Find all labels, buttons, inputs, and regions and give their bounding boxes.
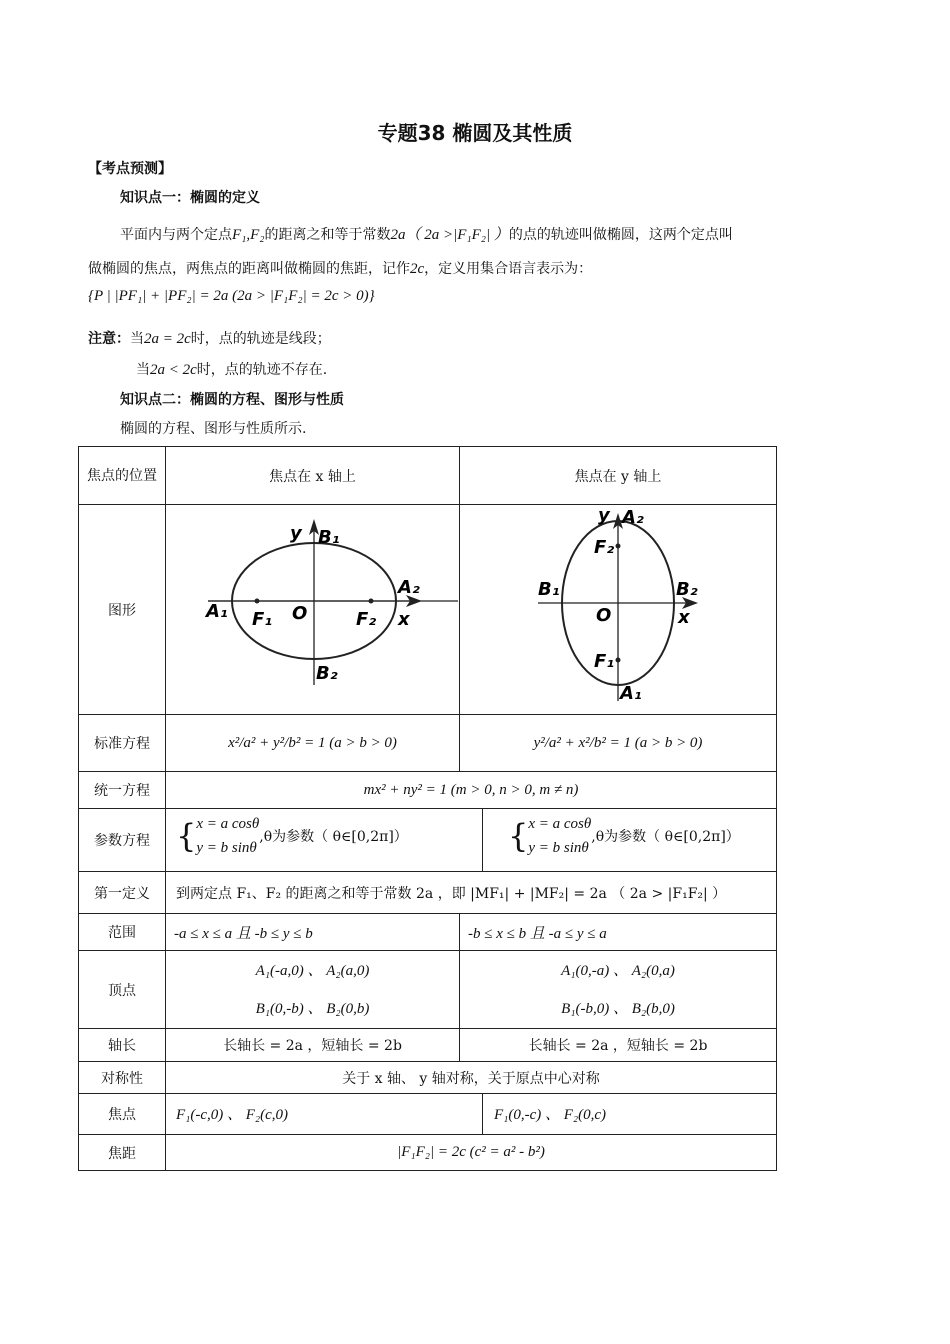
kp2-intro: 椭圆的方程、图形与性质所示.: [120, 421, 307, 437]
table-row: [79, 505, 777, 715]
axis-length-y: 长轴长 = 2a ，短轴长 = 2b: [460, 1029, 777, 1062]
focus-cell: [166, 1094, 777, 1135]
header-y-axis: 焦点在 y 轴上: [460, 447, 777, 505]
label-x: x: [398, 609, 410, 630]
focus-label: 焦点: [79, 1094, 166, 1135]
vertex-line: B₁(-b,0) 、 B₂(b,0): [561, 1000, 675, 1017]
label-y: y: [290, 523, 302, 544]
range-x: -a ≤ x ≤ a 且 -b ≤ y ≤ b: [166, 914, 460, 951]
section-tag: 【考点预测】: [88, 161, 172, 177]
param-suffix: ,θ为参数（ θ∈[0,2π]）: [259, 829, 408, 845]
note-line2: [136, 359, 327, 381]
ellipse-y-figure: [460, 505, 775, 710]
label-B2: B₂: [316, 663, 338, 684]
text: 当: [136, 362, 150, 378]
table-row: [79, 772, 777, 809]
table-row: [79, 951, 777, 1029]
label-A2: A₂: [398, 577, 420, 598]
header-x-axis: 焦点在 x 轴上: [166, 447, 460, 505]
kp1-paragraph-line2: [88, 258, 592, 280]
graph-label: 图形: [79, 505, 166, 715]
focal-distance-label: 焦距: [79, 1135, 166, 1171]
label-F1: F₁: [252, 609, 273, 630]
vertex-line: A₁(-a,0) 、 A₂(a,0): [255, 962, 370, 979]
vertex-label: 顶点: [79, 951, 166, 1029]
math-condition: （ 2a >|F₁F₂| ）: [405, 227, 509, 243]
table-row: [79, 872, 777, 914]
label-O: O: [596, 605, 612, 626]
symmetry: 关于 x 轴、 y 轴对称，关于原点中心对称: [166, 1062, 777, 1094]
table-row: [79, 1135, 777, 1171]
param-eq-x: {x = a cosθ y = b sinθ,θ为参数（ θ∈[0,2π]）: [176, 816, 408, 856]
table-row: [79, 809, 777, 872]
label-A1: A₁: [206, 601, 228, 622]
text: 平面内与两个定点: [120, 227, 232, 243]
header-label: 焦点的位置: [79, 447, 166, 505]
text: 做椭圆的焦点，两焦点的距离叫做椭圆的焦距，记作: [88, 261, 410, 277]
label-A1: A₁: [620, 683, 642, 704]
set-expression: {P | |PF₁| + |PF₂| = 2a (2a > |F₁F₂| = 2c > 0)}: [88, 288, 375, 304]
label-A2: A₂: [622, 507, 644, 528]
math-2c: 2c: [410, 261, 425, 277]
axis-length-label: 轴长: [79, 1029, 166, 1062]
vertex-y: [460, 951, 777, 1029]
vertex-line: B₁(0,-b) 、 B₂(0,b): [255, 1000, 370, 1017]
note-label: 注意：: [88, 331, 130, 347]
focus-y: F₁(0,-c) 、 F₂(0,c): [494, 1107, 607, 1123]
std-eq-x: x²/a² + y²/b² = 1 (a > b > 0): [166, 715, 460, 772]
eq: y = b sinθ: [196, 840, 257, 856]
ellipse-y-figure-cell: [460, 505, 777, 715]
param-eq-y: {x = a cosθ y = b sinθ,θ为参数（ θ∈[0,2π]）: [508, 816, 740, 856]
text: 当: [130, 331, 144, 347]
focus-x: F₁(-c,0) 、 F₂(c,0): [176, 1107, 289, 1123]
label-O: O: [292, 603, 308, 624]
axis-length-x: 长轴长 = 2a ，短轴长 = 2b: [166, 1029, 460, 1062]
param-suffix: ,θ为参数（ θ∈[0,2π]）: [591, 829, 740, 845]
eq: x = a cosθ: [196, 816, 260, 832]
unified-eq: mx² + ny² = 1 (m > 0, n > 0, m ≠ n): [166, 772, 777, 809]
label-F1: F₁: [594, 651, 615, 672]
symmetry-label: 对称性: [79, 1062, 166, 1094]
text: 时，点的轨迹是线段；: [190, 331, 331, 347]
kp1-paragraph-line1: [120, 224, 733, 246]
label-F2: F₂: [594, 537, 615, 558]
label-F2: F₂: [356, 609, 377, 630]
vertex-x: [166, 951, 460, 1029]
math: 2a = 2c: [144, 331, 191, 347]
math-foci: F₁,F₂: [232, 227, 265, 243]
properties-table: [78, 446, 777, 1171]
table-row: [79, 1029, 777, 1062]
std-eq-y: y²/a² + x²/b² = 1 (a > b > 0): [460, 715, 777, 772]
page-title: 专题38 椭圆及其性质: [377, 121, 573, 145]
label-y: y: [598, 505, 610, 526]
kp1-heading: 知识点一：椭圆的定义: [120, 190, 260, 206]
unified-eq-label: 统一方程: [79, 772, 166, 809]
math: 2a < 2c: [150, 362, 197, 378]
first-def: 到两定点 F₁、F₂ 的距离之和等于常数 2a ，即 |MF₁| + |MF₂| = 2a （ 2a > |F₁F₂| ）: [166, 872, 777, 914]
param-eq-label: 参数方程: [79, 809, 166, 872]
text: ，定义用集合语言表示为：: [424, 261, 593, 277]
table-row: [79, 1062, 777, 1094]
label-B1: B₁: [318, 527, 340, 548]
kp2-heading: 知识点二：椭圆的方程、图形与性质: [120, 392, 344, 408]
text: 的距离之和等于常数: [264, 227, 391, 243]
text: 时，点的轨迹不存在.: [196, 362, 328, 378]
ellipse-x-figure-cell: [166, 505, 460, 715]
math-2a: 2a: [390, 227, 406, 243]
range-y: -b ≤ x ≤ b 且 -a ≤ y ≤ a: [460, 914, 777, 951]
focal-distance: |F₁F₂| = 2c (c² = a² - b²): [166, 1135, 777, 1171]
table-row: [79, 914, 777, 951]
label-B1: B₁: [538, 579, 560, 600]
eq: x = a cosθ: [528, 816, 592, 832]
table-row: [79, 1094, 777, 1135]
label-x: x: [678, 607, 690, 628]
param-eq-cell: [166, 809, 777, 872]
range-label: 范围: [79, 914, 166, 951]
table-row: [79, 447, 777, 505]
ellipse-x-figure: [166, 505, 458, 710]
text: 的点的轨迹叫做椭圆，这两个定点叫: [508, 227, 733, 243]
label-B2: B₂: [676, 579, 698, 600]
note-line1: [88, 328, 331, 350]
table-row: [79, 715, 777, 772]
first-def-label: 第一定义: [79, 872, 166, 914]
std-eq-label: 标准方程: [79, 715, 166, 772]
vertex-line: A₁(0,-a) 、 A₂(0,a): [561, 962, 675, 979]
eq: y = b sinθ: [528, 840, 589, 856]
